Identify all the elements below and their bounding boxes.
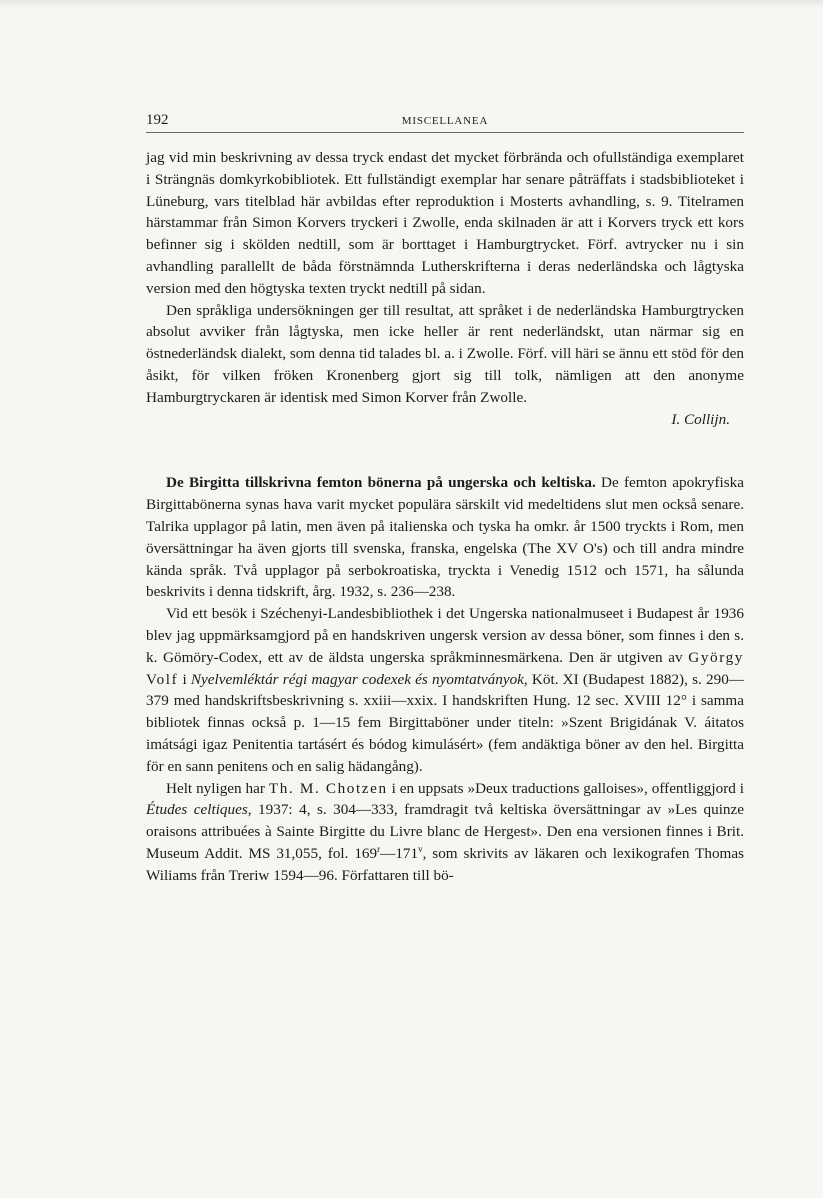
- section-gap: [146, 430, 744, 472]
- article2-paragraph-1-text: De femton apokryfiska Birgittabönerna synas hava varit mycket populära särskilt vid medeltidens slut men också senare. Talrika upplagor på latin, men även på italienska och tyska ha omkr. år 1500 tryckts i Rom, men översättningar ha även gjorts till svenska, franska, engelska (The XV O's) och till andra mindre kända språk. Två upplagor på serbokroatiska, tryckta i Venedig 1512 och 1571, ha sålunda beskrivits i denna tidskrift, årg. 1932, s. 236—238.: [146, 474, 744, 601]
- article2-paragraph-2: [146, 603, 744, 777]
- superscript: v: [418, 843, 423, 854]
- text-run: Helt nyligen har: [166, 779, 269, 797]
- article1-signature: I. Collijn.: [671, 410, 730, 428]
- page-number: 192: [146, 112, 169, 128]
- text-run: i en uppsats »Deux traductions galloises», offentliggjord i: [387, 779, 744, 797]
- superscript: r: [377, 843, 381, 854]
- article2-paragraph-3: [146, 778, 744, 887]
- article2-paragraph-1: [146, 472, 744, 603]
- journal-title: Études celtiques: [146, 801, 248, 819]
- text-run: —171: [380, 844, 419, 862]
- article1-paragraph-1: jag vid min beskrivning av dessa tryck endast det mycket förbrända och ofullständiga exemplaret i Strängnäs domkyrkobibliotek. Ett fullständigt exemplar har senare påträffats i stadsbiblioteket i Lüneburg, vars titelblad här avbildas efter reproduktion i Mosterts avhandling, s. 9. Titelramen härstammar från Simon Korvers tryckeri i Zwolle, enda skilnaden är att i Korvers tryck ett kors befinner sig i skölden nedtill, som är borttaget i Hamburgtrycket. Förf. avtrycker nu i sin avhandling parallellt de båda förstnämnda Lutherskrifterna i deras nederländska och lågtyska version med den högtyska texten tryckt nedtill på sidan.: [146, 149, 744, 297]
- text-run: , 1937: 4, s. 304—333, framdragit två keltiska översättningar av »Les quinze oraisons attribuées à Sainte Birgitte du Livre blanc de Hergest». Den ena versionen finnes i Brit. Museum Addit. MS 31,055, fol. 169: [146, 801, 744, 862]
- author-name: György Volf: [146, 648, 744, 688]
- text-run: i: [178, 670, 191, 688]
- running-title: MISCELLANEA: [401, 115, 489, 127]
- text-run: Vid ett besök i Széchenyi-Landesbibliothek i det Ungerska nationalmuseet i Budapest år 1936 blev jag uppmärksamgjord på en handskriven ungersk version av dessa böner, som finnes i den s. k. Gömöry-Codex, ett av de äldsta ungerska språkminnesmärkena. Den är utgiven av: [146, 605, 744, 666]
- text-run: , som skrivits av läkaren och lexikografen Thomas Wiliams från Treriw 1594—96. Författaren till bö-: [146, 844, 744, 884]
- body-text: [146, 147, 744, 887]
- author-name: Th. M. Chotzen: [268, 779, 388, 797]
- article2-heading: De Birgitta tillskrivna femton bönerna på ungerska och keltiska.: [166, 474, 596, 492]
- page-header: [146, 112, 744, 133]
- text-run: , Köt. XI (Budapest 1882), s. 290—379 med handskriftsbeskrivning s. xxiii—xxix. I handskriften Hung. 12 sec. XVIII 12° i samma bibliotek finnas också p. 1—15 fem Birgittaböner under titeln: »Szent Brigidának V. áitatos imátsági igaz Penitentia tartásért és bódog kimulásért» (fem andäktiga böner av den hel. Birgitta för en sann penitens och en salig hädangång).: [146, 670, 744, 775]
- book-title: Nyelvemléktár régi magyar codexek és nyomtatványok: [190, 670, 524, 688]
- article1-paragraph-2: Den språkliga undersökningen ger till resultat, att språket i de nederländska Hamburgtrycken absolut avviker från lågtyska, men icke heller är rent nederländskt, utan närmar sig en östnederländsk dialekt, som denna tid talades bl. a. i Zwolle. Förf. vill häri se ännu ett stöd för den åsikt, för vilken fröken Kronenberg gjort sig till tolk, nämligen att den anonyme Hamburgtryckaren är identisk med Simon Korver från Zwolle.: [146, 301, 744, 406]
- page-top-edge: [0, 0, 823, 8]
